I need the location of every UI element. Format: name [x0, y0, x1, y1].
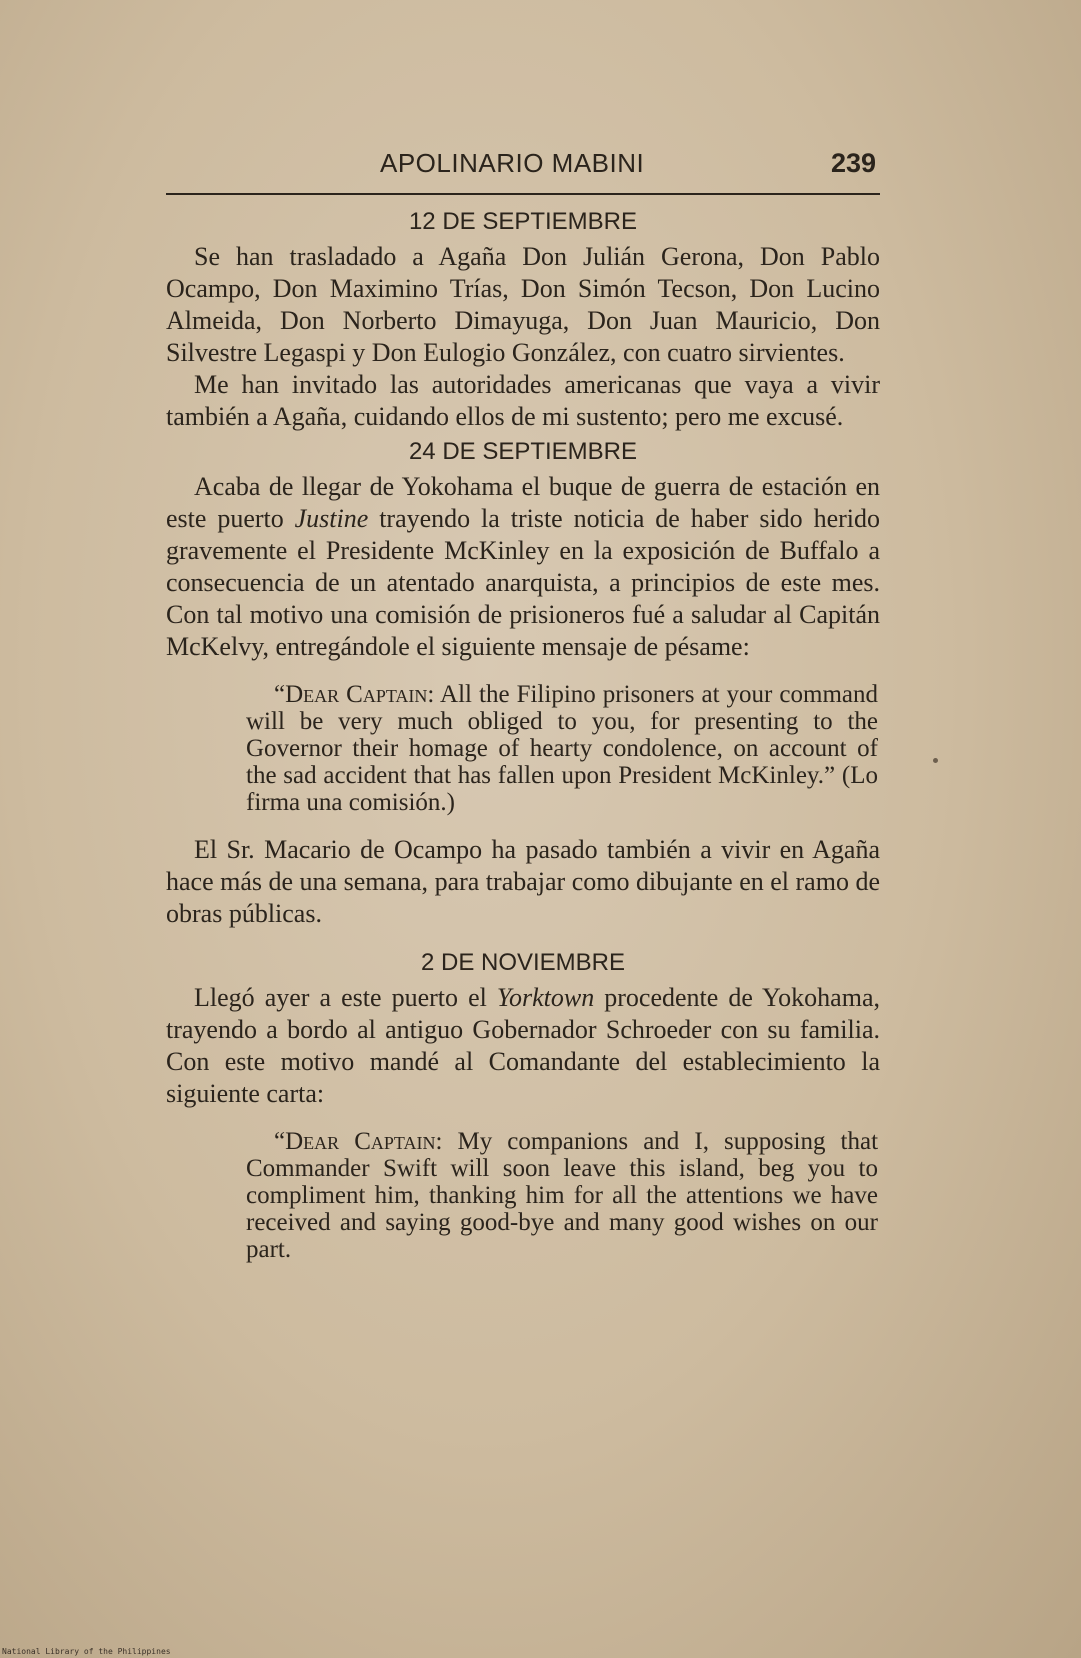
paragraph: Me han invitado las autoridades americanas que vaya a vivir también a Agaña, cuidando ellos de mi sustento; pero me excusé.: [166, 370, 880, 431]
paragraph-text: Acaba de llegar de Yokohama el buque de guerra de estación en este puerto: [166, 472, 880, 533]
paper-blemish: [933, 758, 938, 763]
quote-salutation: “Dear Captain:: [274, 1128, 443, 1155]
paragraph: [166, 471, 880, 663]
section-title: 2 DE NOVIEMBRE: [420, 949, 626, 976]
library-credit: National Library of the Philippines: [2, 1647, 171, 1656]
header-rule: [166, 193, 880, 195]
paragraph: El Sr. Macario de Ocampo ha pasado también a vivir en Agaña hace más de una semana, para trabajar como dibujante en el ramo de obras públicas.: [166, 835, 880, 928]
quote-text: My companions and I, supposing that Commander Swift will soon leave this island, beg you to compliment him, thanking him for all the attentions we have received and saying good-bye and many good wishes on our part.: [246, 1128, 879, 1263]
section-title: 12 DE SEPTIEMBRE: [408, 208, 638, 235]
paragraph-text: procedente de Yokohama, trayendo a bordo al antiguo Gobernador Schroeder con su familia. Con este motivo mandé al Comandante del establecimiento la siguiente carta:: [166, 983, 880, 1108]
quoted-letter: [246, 1128, 878, 1263]
quote-text: All the Filipino prisoners at your command will be very much obliged to you, for presenting to the Governor their homage of hearty condolence, on account of the sad accident that has fallen upon President McKinley.” (Lo firma una comisión.): [246, 681, 879, 816]
paragraph-text: Llegó ayer a este puerto el: [194, 983, 497, 1012]
quote-salutation: “Dear Captain:: [274, 681, 435, 708]
quoted-letter: [246, 681, 878, 816]
page-number: 239: [830, 148, 876, 178]
paragraph: Se han trasladado a Agaña Don Julián Gerona, Don Pablo Ocampo, Don Maximino Trías, Don Simón Tecson, Don Lucino Almeida, Don Norberto Dimayuga, Don Juan Mauricio, Don Silvestre Legaspi y Don Eulogio González, con cuatro sirvientes.: [166, 242, 880, 367]
ship-name: Justine: [294, 504, 369, 533]
running-title: APOLINARIO MABINI: [380, 148, 645, 178]
paragraph: [166, 982, 880, 1110]
page-header: [166, 148, 880, 188]
ship-name: Yorktown: [496, 983, 595, 1012]
section-title: 24 DE SEPTIEMBRE: [408, 438, 638, 465]
page-body: [166, 203, 880, 1281]
paragraph-text: trayendo la triste noticia de haber sido herido gravemente el Presidente McKinley en la exposición de Buffalo a consecuencia de un atentado anarquista, a principios de este mes. Con tal motivo una comisión de prisioneros fué a saludar al Capitán McKelvy, entregándole el siguiente mensaje de pésame:: [166, 504, 880, 661]
